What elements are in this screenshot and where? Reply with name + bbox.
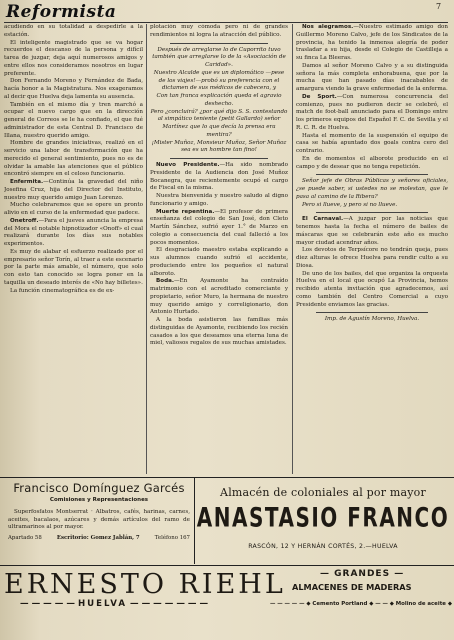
ad-postbox: Apartado 58 <box>8 534 42 541</box>
article-text: acudiendo en su totalidad a despedirle a la estación. <box>4 24 143 38</box>
column-2 <box>150 24 288 477</box>
article-text: Nuestra bienvenida y nuestro saludo al digno funcionario y amigo. <box>150 193 288 207</box>
satire-text: ¡Mister Muñoz, Monsieur Muñoz, Señor Muñoz sea es un hombre tan fino! <box>151 139 287 154</box>
satire-text: Nuestro Alcalde que es un diplomático —pese de los viajes!—probó su preferencia con el dictamen de sus médicos de cabecera, y <box>153 69 285 92</box>
satire-text: Pero si llueve, y pero si no llueve. <box>302 201 398 208</box>
article-text-inline: —Nuestro estimado amigo don Guillermo Moreno Calvo, jefe de los Sindicatos de la provincia, ha tenido la inmensa alegría de poder trasladar a su hija, desde el Colegio de Castilleja a su finca La Bleeras. <box>296 24 448 61</box>
ad-business-name: ANASTASIO FRANCO <box>196 500 450 534</box>
dash-ornament: — — — — — — — <box>127 599 209 609</box>
ad-product: Cemento Portland <box>312 601 368 607</box>
article-text: El desgraciado maestro estaba explicando a sus alumnos cuando sufrió el accidente, produciendo entre los pequeños el natural alboroto. <box>150 247 288 277</box>
article-text <box>150 162 288 193</box>
ad-riehl-city-row <box>20 599 208 609</box>
dash-ornament: ◆ — — ◆ <box>367 601 396 607</box>
satire-text: Pero ¿concluirá? ¿por qué dijo S. S. contestando al simpático teniente (petit Gallardo) señor Martínez que lo que decía la prensa era mentira? <box>150 108 288 138</box>
ad-product: Molino de aceite <box>395 601 446 607</box>
page-number: 7 <box>436 2 442 11</box>
masthead-title: Reformista <box>6 2 117 22</box>
section-divider <box>316 212 428 213</box>
article-text: Don Fernando Moreno y Fernández de Bada, hacía honor a la Magistratura. Nos exageramos al decir que Huelva deja lamenta su ausencia. <box>4 78 143 100</box>
article-text: Hombre de grandes iniciativas, realizó en el servicio una labor de transformación que ha merecido el general sentimiento, pues no es de olvidar la amable las atenciones que el público encontró siempre en el celoso funcionario. <box>4 140 143 178</box>
ad-riehl-grandes <box>320 569 404 579</box>
article-heading: Nuevo Presidente. <box>156 162 220 168</box>
dash-ornament: — — — — — <box>20 599 78 609</box>
printer-imprint: Imp. de Agustín Moreno, Huelva. <box>324 316 420 323</box>
header-divider <box>4 22 448 23</box>
article-text: De uno de los bailes, del que organiza la orquesta Huelva en el local que ocupó La Provincia, hemos recibido atenta invitación que agradecemos, así como también del Centro Comercial a cuyo Presidente enviamos las gracias. <box>296 270 448 308</box>
ad-address: RASCÓN, 12 Y HERNÁN CORTÉS, 2.—HUELVA <box>248 543 398 550</box>
article-text <box>4 218 143 249</box>
dash-ornament: — <box>390 569 405 579</box>
article-text <box>296 24 448 63</box>
article-text-inline: —Ha sido nombrado Presidente de la Audiencia don José Muñoz Bocanegra, que recientemente ocupó el cargo de Fiscal en la misma. <box>150 162 288 192</box>
section-divider <box>316 174 428 175</box>
article-text <box>4 179 143 202</box>
satire-text: Señor jefe de Obras Públicas y señores oficiales, ¿se puede saber, si ustedes no se molestan, que le pasa al camino de la Ribera? <box>296 178 448 200</box>
article-text: plotación muy cómoda pero ni de grandes rendimientos ni logra la atracción del público. <box>150 24 288 38</box>
satire-text: Con tan franca explicación queda el agravio deshecho. <box>156 93 282 107</box>
ad-riehl-almacenes: ALMACENES DE MADERAS <box>292 582 412 592</box>
ad-body-text: Superfosfatos Montserrat · Albatros, cafés, harinas, carnes, aceites, bacalaos, azúcares y demás artículos del ramo de ultramarinos al por mayor. <box>8 509 190 530</box>
article-text: Hasta el momento de la suspensión el equipo de casa se había apuntado dos goals contra cero del contrario. <box>296 132 448 154</box>
article-text: A la boda asistieron las familias más distinguidas de Ayamonte, recibiendo los recién casados a los que deseamos una eterna luna de miel, valiosos regalos de sus muchas amistades. <box>150 317 288 347</box>
article-text: En de momentos el alborote producido en el campo y de desear que no tenga repetición. <box>296 155 448 170</box>
article-heading: Nos alegramos. <box>302 24 354 30</box>
article-heading: Onetroff. <box>10 217 39 224</box>
ad-address: Escritorio: Gomez Jablán, 7 <box>56 534 140 541</box>
article-text: También en el mismo día y tren marchó a ocupar el nuevo cargo que en la dirección general de Correos se le ha confiado, el que fué administrador de esta Central D. Francisco de Illana, nuestro querido amigo. <box>4 101 143 139</box>
ad-subtitle: Comisiones y Representaciones <box>49 497 149 503</box>
article-text-inline: —A juzgar por las noticias que tenemos hasta la fecha el número de bailes de máscaras que se celebrarán este año es mucho mayor ciudad acendrar años. <box>296 216 448 246</box>
ad-dominguez <box>4 478 195 564</box>
ad-tagline: Almacén de coloniales al por mayor <box>220 486 426 499</box>
ad-phone: Teléfono 167 <box>154 534 190 541</box>
article-text-inline: —Para el jueves anuncia la empresa del Mora el notable hipnotizador «Onoff» el cual realizará durante los días sus notables experimentos. <box>4 217 143 247</box>
article-text-inline: —Continúa la gravedad del niño Josefina Cruz, hija del Director del Instituto, nuestro muy querido amigo Juan Lorenzo. <box>4 179 143 201</box>
ad-riehl-city: HUELVA <box>77 599 127 609</box>
ad-riehl-grandes-text: GRANDES <box>334 569 391 579</box>
ad-contact-row <box>8 535 190 541</box>
column-divider-2 <box>292 24 293 474</box>
article-text: Los devotos de Terpsícore no tendrán queja, pues diez alturas le ofrece Huelva para rendir culto a su Diosa. <box>296 247 448 269</box>
section-divider <box>170 43 268 44</box>
article-text-inline: —El profesor de primera enseñanza del colegio de San José, don Cleto Martín Sánchez, sufrió ayer 1.° de Marzo en colegio a consecuencia del cual falleció a los pocos momentos. <box>150 208 288 246</box>
article-heading: Muerte repentina. <box>156 208 215 215</box>
article-text <box>296 216 448 247</box>
article-text: Es muy de alabar el esfuerzo realizado por el empresario señor Torín, al traer a este escenario por la parte más amable, el número, que solo con esto tan conocido se logra poner en la taquilla un deseado interés de «No hay billetes». <box>4 248 143 286</box>
article-heading: El Carnaval. <box>302 216 344 223</box>
article-text: Damos al señor Moreno Calvo y a su distinguida señora la más completa enhorabuena, que por la mucha que han pasado días inacabables de amargura viendo la grave enfermedad de la enferma. <box>296 62 448 92</box>
article-heading: Enfermita. <box>10 179 44 185</box>
article-heading: Boda. <box>156 278 175 285</box>
satire-text: Después de arreglarse lo de Cuporrito tuvo también que arreglarse lo de la «Asociación de Caridad». <box>152 46 286 68</box>
column-divider-1 <box>146 24 147 474</box>
column-3 <box>296 24 448 477</box>
article-text <box>150 209 288 248</box>
article-text <box>150 278 288 317</box>
ad-riehl-name: ERNESTO RIEHL <box>4 569 286 600</box>
dash-ornament: — — — — — ◆ <box>270 601 313 607</box>
article-text: Mucho celebraremos que se opere un pronto alivio en el curso de la enfermedad que padece. <box>4 202 143 216</box>
ad-business-name: Francisco Domínguez Garcés <box>13 481 185 495</box>
ad-riehl-products <box>270 601 452 607</box>
article-heading: De Sport. <box>302 93 337 100</box>
column-1 <box>4 24 143 477</box>
ad-franco <box>196 478 450 564</box>
article-text: La función cinematográfica es de ex- <box>10 287 115 294</box>
article-text-inline: —En Ayamonte ha contraído matrimonio con el acreditado comerciante y propietario, señor Muro, la hermana de nuestro muy querido amigo y correligionario, don Antonio Hurtado. <box>150 278 288 316</box>
article-text <box>296 94 448 133</box>
article-text-inline: —Con numerosa concurrencia del comienzo, pues no pudieron decir se celebró, el match de foot-ball anunciado para el Domingo entre los primeros equipos del Español F. C. de Sevilla y el R. C. R. de Huelva. <box>296 93 448 131</box>
article-text: El inteligente magistrado que se va hogar recuerdos el descanso de la persona y difícil tarea de juzgar, deja aquí numerosos amigos y entre ellos nos consideramos nosotros en lugar preferente. <box>4 39 143 77</box>
section-divider <box>316 312 428 313</box>
dash-ornament: ◆ <box>445 601 452 607</box>
section-divider <box>170 158 268 159</box>
dash-ornament: — <box>320 569 335 579</box>
